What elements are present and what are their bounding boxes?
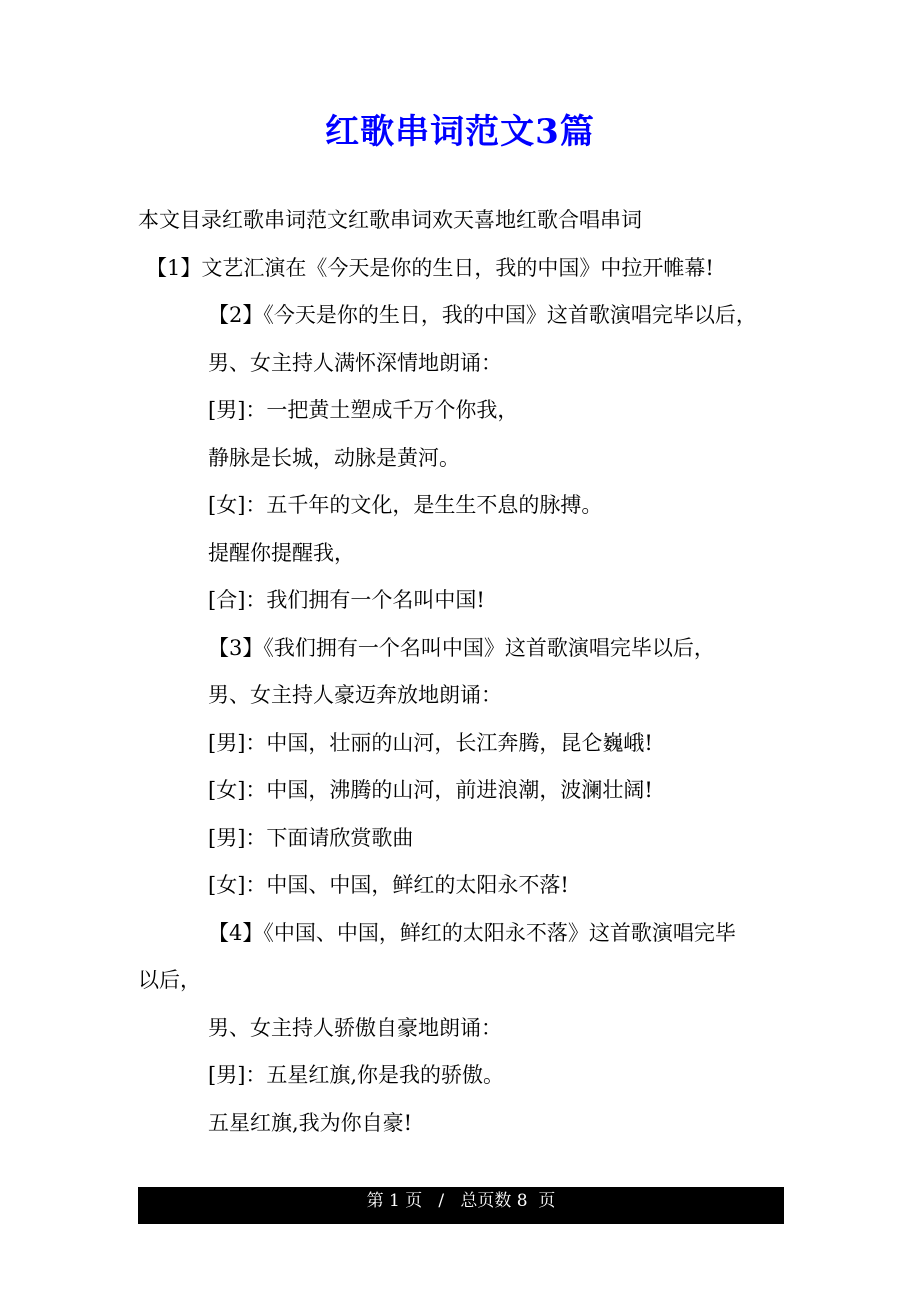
- page-footer: [138, 1187, 784, 1224]
- body-line: 男、女主持人骄傲自豪地朗诵：: [208, 1015, 502, 1040]
- body-line: [女]：五千年的文化，是生生不息的脉搏。: [208, 493, 603, 517]
- body-line: [女]：中国、中国，鲜红的太阳永不落!: [208, 873, 569, 897]
- document-body: [138, 197, 788, 1147]
- body-line: [合]：我们拥有一个名叫中国!: [208, 588, 485, 612]
- body-line: [男]：中国，壮丽的山河，长江奔腾，昆仑巍峨!: [208, 730, 653, 755]
- body-line: 本文目录红歌串词范文红歌串词欢天喜地红歌合唱串词: [138, 208, 642, 232]
- body-line: 【1】文艺汇演在《今天是你的生日，我的中国》中拉开帷幕!: [146, 255, 714, 280]
- document-title: 红歌串词范文3篇: [325, 112, 595, 152]
- body-line: 男、女主持人豪迈奔放地朗诵：: [208, 683, 502, 707]
- body-line: 以后，: [138, 968, 201, 992]
- body-line: 五星红旗,我为你自豪!: [208, 1110, 413, 1135]
- body-line: 【4】《中国、中国，鲜红的太阳永不落》这首歌演唱完毕: [208, 920, 736, 945]
- body-line: 【3】《我们拥有一个名叫中国》这首歌演唱完毕以后，: [208, 635, 715, 660]
- body-line: [男]：下面请欣赏歌曲: [208, 825, 414, 850]
- body-line: 静脉是长城，动脉是黄河。: [208, 445, 460, 470]
- body-line: [男]：五星红旗,你是我的骄傲。: [208, 1063, 505, 1087]
- body-line: 【2】《今天是你的生日，我的中国》这首歌演唱完毕以后，: [208, 303, 757, 327]
- body-line: [男]：一把黄土塑成千万个你我，: [208, 398, 519, 422]
- page-number-label: 第 1 页 / 总页数 8 页: [366, 1191, 556, 1211]
- body-line: 提醒你提醒我，: [208, 540, 355, 565]
- body-line: [女]：中国，沸腾的山河，前进浪潮，波澜壮阔!: [208, 778, 653, 802]
- body-line: 男、女主持人满怀深情地朗诵：: [208, 350, 502, 375]
